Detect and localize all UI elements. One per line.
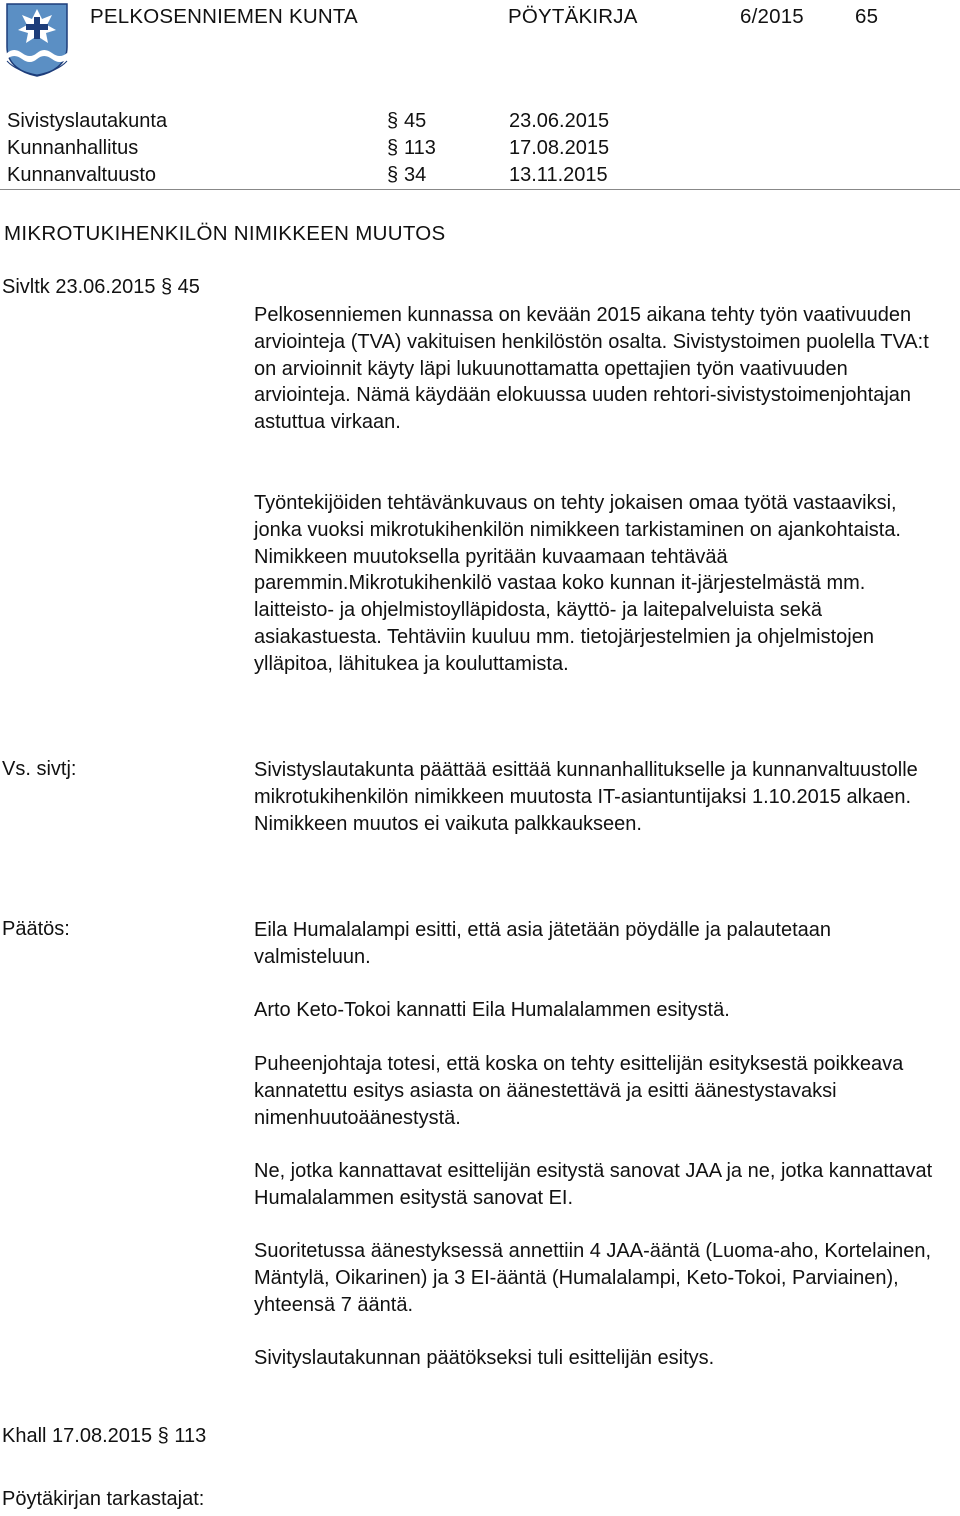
meeting-body: Kunnanhallitus xyxy=(7,137,139,159)
decision-paragraph: Puheenjohtaja totesi, että koska on tehty esittelijän esityksestä poikkeava kannatettu esitys asiasta on äänestettävä ja esitti äänestystavaksi nimenhuutoäänestystä. xyxy=(254,1053,904,1129)
sivltk-paragraph: Työntekijöiden tehtävänkuvaus on tehty jokaisen omaa työtä vastaaviksi, jonka vuoksi mikrotukihenkilön nimikkeen tarkistaminen on ajankohtaista. Nimikkeen muutoksella pyritään kuvaamaan tehtävää paremmin.Mikrotukihenkilö vastaa koko kunnan it-järjestelmästä mm. laitteisto- ja ohjelmistoylläpidosta, käyttö- ja laitepalveluista sekä asiakastuesta. Tehtäviin kuuluu mm. tietojärjestelmien ja ohjelmistojen ylläpitoa, lähitukea ja kouluttamista. xyxy=(254,492,901,675)
meeting-row xyxy=(7,110,907,136)
decision-paragraph: Arto Keto-Tokoi kannatti Eila Humalalammen esitystä. xyxy=(254,999,730,1021)
meeting-row xyxy=(7,164,907,190)
khall-label: Khall 17.08.2015 § 113 xyxy=(2,1425,207,1447)
document-type: PÖYTÄKIRJA xyxy=(508,5,638,28)
sivltk-paragraph: Pelkosenniemen kunnassa on kevään 2015 aikana tehty työn vaativuuden arviointeja (TVA) vakituisen henkilöstön osalta. Sivistystoimen puolella TVA:t on arvioinnit käyty läpi lukuunottamatta opettajien työn vaativuuden arviointeja. Nämä käydään elokuussa uuden rehtori-sivistystoimenjohtajan astuttua virkaan. xyxy=(254,304,929,434)
municipal-coat-of-arms-icon xyxy=(6,3,68,77)
table-divider xyxy=(0,189,960,190)
proposal-label: Vs. sivtj: xyxy=(2,758,77,780)
section-mark: § xyxy=(387,137,399,159)
sivltk-label: Sivltk 23.06.2015 § 45 xyxy=(2,276,200,298)
meeting-row xyxy=(7,137,907,163)
municipality-name: PELKOSENNIEMEN KUNTA xyxy=(90,5,358,28)
decision-paragraph: Suoritetussa äänestyksessä annettiin 4 JAA-ääntä (Luoma-aho, Kortelainen, Mäntylä, Oikarinen) ja 3 EI-ääntä (Humalalampi, Keto-Tokoi, Parviainen), yhteensä 7 ääntä. xyxy=(254,1240,932,1316)
decision-label: Päätös: xyxy=(2,918,70,940)
section-number: 34 xyxy=(404,164,427,186)
page-number: 65 xyxy=(855,5,879,28)
meeting-date: 13.11.2015 xyxy=(509,164,608,186)
proposal-text: Sivistyslautakunta päättää esittää kunnanhallitukselle ja kunnanvaltuustolle mikrotukihenkilön nimikkeen muutosta IT-asiantuntijaksi 1.10.2015 alkaen. Nimikkeen muutos ei vaikuta palkkaukseen. xyxy=(254,759,918,835)
decision-paragraph: Sivityslautakunnan päätökseksi tuli esittelijän esitys. xyxy=(254,1347,715,1369)
section-mark: § xyxy=(387,164,399,186)
meeting-date: 17.08.2015 xyxy=(509,137,610,159)
meeting-body: Sivistyslautakunta xyxy=(7,110,168,132)
decision-paragraph: Eila Humalalampi esitti, että asia jätetään pöydälle ja palautetaan valmisteluun. xyxy=(254,919,832,968)
inspectors-label: Pöytäkirjan tarkastajat: xyxy=(2,1488,205,1510)
decision-paragraph: Ne, jotka kannattavat esittelijän esitystä sanovat JAA ja ne, jotka kannattavat Humalalammen esitystä sanovat EI. xyxy=(254,1160,933,1209)
section-mark: § xyxy=(387,110,399,132)
issue-number: 6/2015 xyxy=(740,5,804,28)
section-number: 45 xyxy=(404,110,427,132)
page-title: MIKROTUKIHENKILÖN NIMIKKEEN MUUTOS xyxy=(4,222,446,245)
meeting-body: Kunnanvaltuusto xyxy=(7,164,157,186)
section-number: 113 xyxy=(404,137,436,159)
meeting-date: 23.06.2015 xyxy=(509,110,610,132)
